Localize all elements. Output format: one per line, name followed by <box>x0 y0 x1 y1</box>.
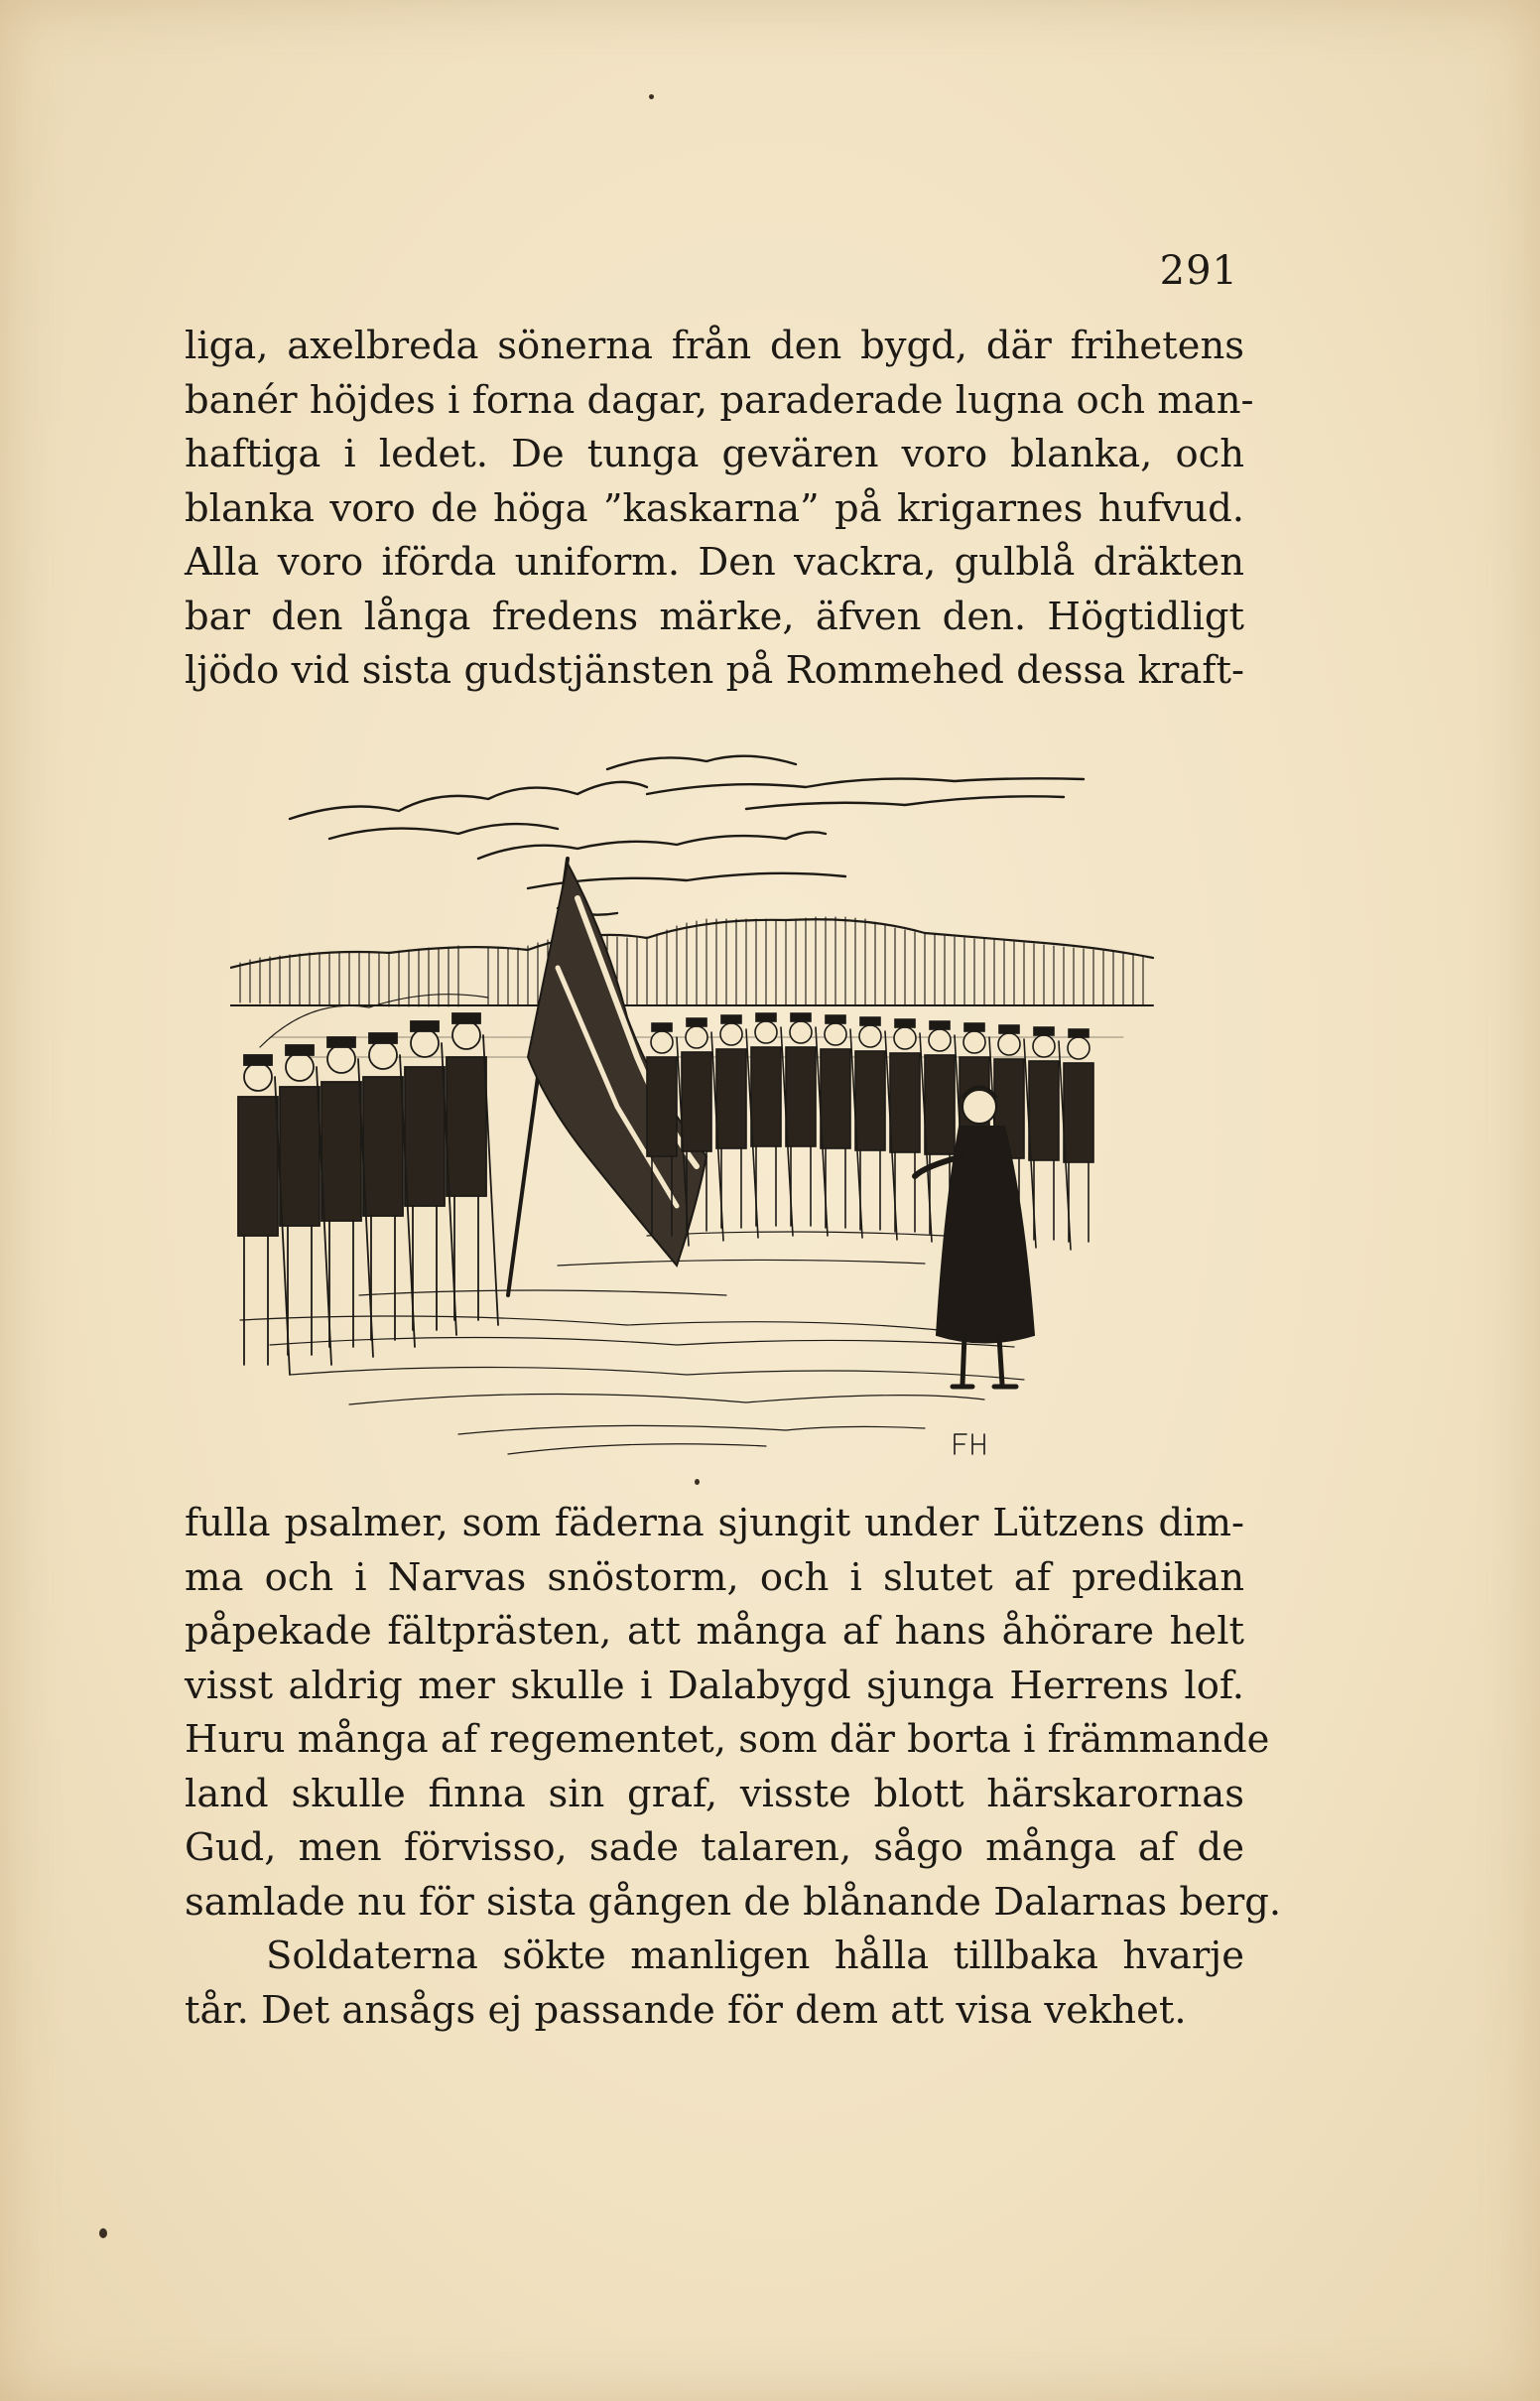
text-line: blanka voro de höga ”kaskarna” på krigarnes hufvud. <box>185 485 1244 531</box>
text-line: liga, axelbreda sönerna från den bygd, där frihetens <box>185 324 1244 368</box>
text-line: Alla voro iförda uniform. Den vackra, gulblå dräkten <box>185 540 1244 585</box>
text-line: Soldaterna sökte manligen hålla tillbaka hvarje <box>266 1934 1244 1978</box>
text-line: visst aldrig mer skulle i Dalabygd sjunga Herrens lof. <box>185 1663 1244 1708</box>
ink-speck <box>99 2228 107 2238</box>
text-line: tår. Det ansågs ej passande för dem att visa vekhet. <box>185 1987 1187 2033</box>
text-line: haftiga i ledet. De tunga gevären voro blanka, och <box>185 432 1244 476</box>
text-line: land skulle finna sin graf, visste blott härskarornas <box>185 1771 1244 1816</box>
engraving-illustration <box>230 739 1183 1469</box>
text-line: bar den långa fredens märke, äfven den. Högtidligt <box>185 594 1244 639</box>
paragraph-bottom <box>185 1497 1282 2038</box>
paragraph-top <box>185 320 1254 699</box>
text-line: påpekade fältprästen, att många af hans åhörare helt <box>185 1609 1244 1654</box>
text-line: Gud, men förvisso, sade talaren, sågo många af de <box>185 1825 1244 1870</box>
artist-signature <box>955 1434 984 1454</box>
text-line: Huru många af regementet, som där borta i främmande <box>185 1717 1270 1762</box>
ground-hatching <box>240 1232 1024 1454</box>
text-line: fulla psalmer, som fäderna sjungit under Lützens dim- <box>185 1501 1244 1545</box>
text-line: banér höjdes i forna dagar, paraderade lugna och man- <box>185 377 1254 423</box>
text-line: ma och i Narvas snöstorm, och i slutet af predikan <box>185 1554 1244 1600</box>
text-line: ljödo vid sista gudstjänsten på Rommehed dessa kraft- <box>185 648 1244 693</box>
ink-speck <box>695 1479 700 1485</box>
ink-speck <box>649 94 654 99</box>
soldiers-right <box>647 1013 1093 1250</box>
page-number: 291 <box>1159 248 1238 294</box>
text-line: samlade nu för sista gången de blånande Dalarnas berg. <box>185 1879 1282 1925</box>
clouds <box>290 756 1084 915</box>
soldiers-left <box>238 995 498 1375</box>
